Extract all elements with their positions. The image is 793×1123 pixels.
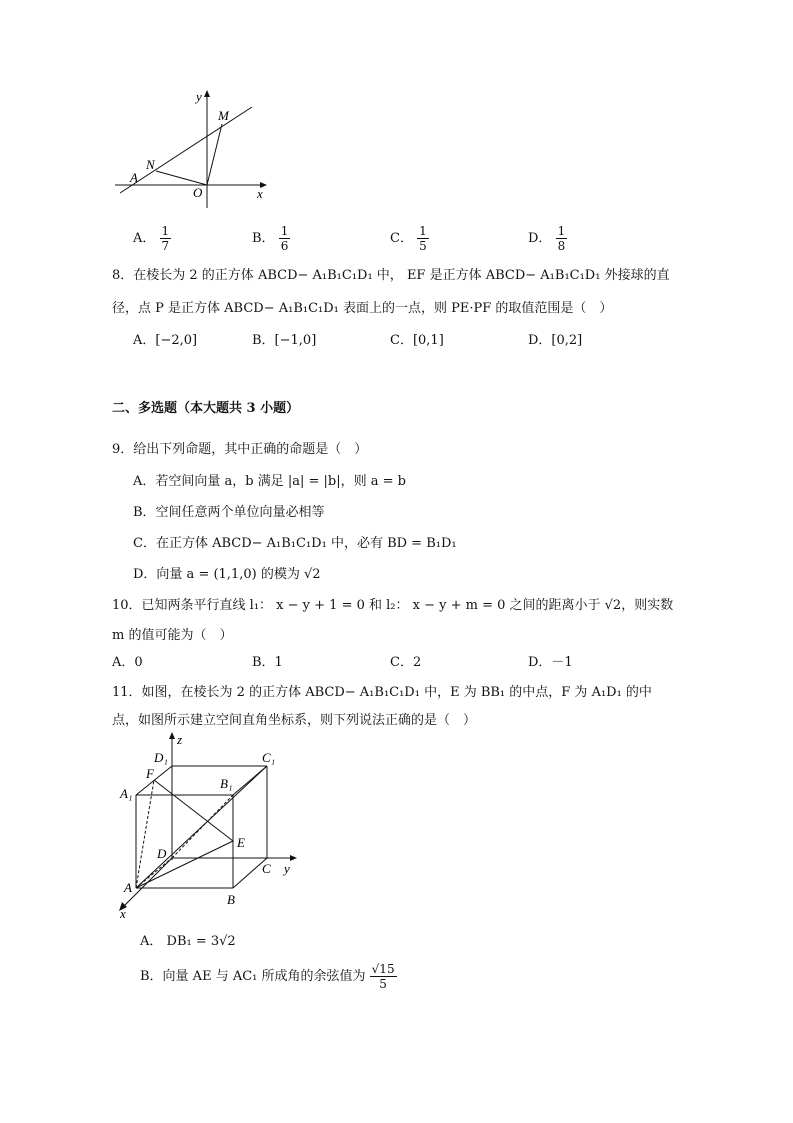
z-axis-arrow (169, 732, 175, 739)
numerator: 1 (419, 224, 427, 238)
denominator: 6 (280, 239, 289, 253)
q8-option-b[interactable]: B．[−1,0] (252, 333, 317, 348)
q11-stem-line1: 11．如图，在棱长为 2 的正方体 ABCD− A₁B₁C₁D₁ 中，E 为 BB₁ 的中点，F 为 A₁D₁ 的中 (112, 685, 652, 700)
q8-option-a[interactable]: A．[−2,0] (133, 333, 198, 348)
label-x: x (257, 186, 263, 201)
q11-option-a[interactable]: A． DB₁ = 3√2 (140, 934, 236, 949)
label-A: A (130, 170, 138, 185)
segment-ON (156, 171, 207, 185)
q8-option-c[interactable]: C．[0,1] (390, 333, 444, 348)
label-D: D (157, 846, 167, 861)
numerator: 1 (557, 224, 566, 238)
fraction (279, 224, 291, 253)
q7-option-b-label: B． (252, 231, 275, 246)
q7-option-a[interactable] (133, 224, 171, 253)
segment-AC1 (136, 766, 267, 888)
numerator: √15 (371, 962, 395, 976)
label-F: F (146, 766, 154, 781)
q8-option-d[interactable]: D．[0,2] (528, 333, 583, 348)
section-heading-multiple-choice: 二、多选题（本大题共 3 小题） (112, 401, 300, 416)
segment-AE (136, 841, 233, 888)
q10-option-d[interactable]: D．－1 (528, 655, 573, 670)
q7-option-b[interactable] (252, 224, 290, 253)
fraction (417, 224, 429, 253)
q11-option-b-text: B．向量 AE 与 AC₁ 所成角的余弦值为 (140, 969, 366, 984)
q7-option-c[interactable] (390, 224, 429, 253)
q10-stem-line2: m 的值可能为（ ） (112, 628, 233, 643)
y-axis-arrow (290, 855, 297, 861)
q8-stem-line2: 径，点 P 是正方体 ABCD− A₁B₁C₁D₁ 表面上的一点，则 PE·PF 的取值范围是（ ） (112, 301, 613, 316)
segment-OM (207, 124, 222, 185)
numerator: 1 (161, 224, 170, 238)
label-C1: C₁ (262, 750, 276, 765)
q8-stem-line1: 8．在棱长为 2 的正方体 ABCD− A₁B₁C₁D₁ 中， EF 是正方体 ABCD− A₁B₁C₁D₁ 外接球的直 (112, 268, 670, 283)
label-D1: D₁ (154, 750, 168, 765)
label-B: B (227, 892, 235, 907)
denominator: 8 (557, 239, 566, 253)
q10-stem-line1: 10．已知两条平行直线 l₁： x − y + 1 = 0 和 l₂： x − y + m = 0 之间的距离小于 √2，则实数 (112, 598, 674, 613)
q9-option-b[interactable]: B．空间任意两个单位向量必相等 (133, 505, 325, 520)
fraction (160, 224, 172, 253)
label-A: A (124, 880, 132, 895)
q7-option-d[interactable] (528, 224, 567, 253)
q9-stem: 9．给出下列命题，其中正确的命题是（ ） (112, 442, 368, 457)
q10-option-b[interactable]: B．1 (252, 655, 283, 670)
label-N: N (146, 157, 155, 172)
figure-q11-cube-diagram (110, 730, 310, 920)
q7-option-c-label: C． (390, 231, 413, 246)
denominator: 5 (419, 239, 427, 253)
segment-AF (136, 780, 154, 888)
label-B1: B₁ (220, 776, 233, 791)
q9-option-c[interactable]: C．在正方体 ABCD− A₁B₁C₁D₁ 中，必有 BD = B₁D₁ (133, 536, 457, 551)
y-axis-arrow (204, 90, 210, 97)
line-AM (120, 107, 252, 193)
label-z: z (177, 732, 183, 747)
q11-stem-line2: 点，如图所示建立空间直角坐标系，则下列说法正确的是（ ） (112, 713, 477, 728)
label-E: E (237, 835, 245, 850)
fraction (556, 224, 568, 253)
label-x: x (120, 906, 126, 920)
q10-option-c[interactable]: C．2 (390, 655, 422, 670)
q9-option-d[interactable]: D．向量 a = (1,1,0) 的模为 √2 (133, 567, 321, 582)
numerator: 1 (280, 224, 289, 238)
label-y: y (284, 861, 290, 876)
q9-option-a[interactable]: A．若空间向量 a，b 满足 |a| = |b|，则 a = b (133, 474, 406, 489)
label-y: y (196, 89, 202, 104)
label-A1: A₁ (120, 786, 133, 801)
label-O: O (193, 185, 203, 200)
denominator: 5 (379, 977, 387, 991)
q10-option-a[interactable]: A．0 (112, 655, 143, 670)
q7-option-d-label: D． (528, 231, 552, 246)
label-C: C (262, 861, 271, 876)
denominator: 7 (161, 239, 170, 253)
q7-option-a-label: A． (133, 231, 156, 246)
figure-q7-coordinate-diagram (110, 85, 280, 210)
fraction (370, 962, 397, 991)
q11-option-b[interactable] (140, 962, 397, 991)
label-M: M (218, 108, 229, 123)
